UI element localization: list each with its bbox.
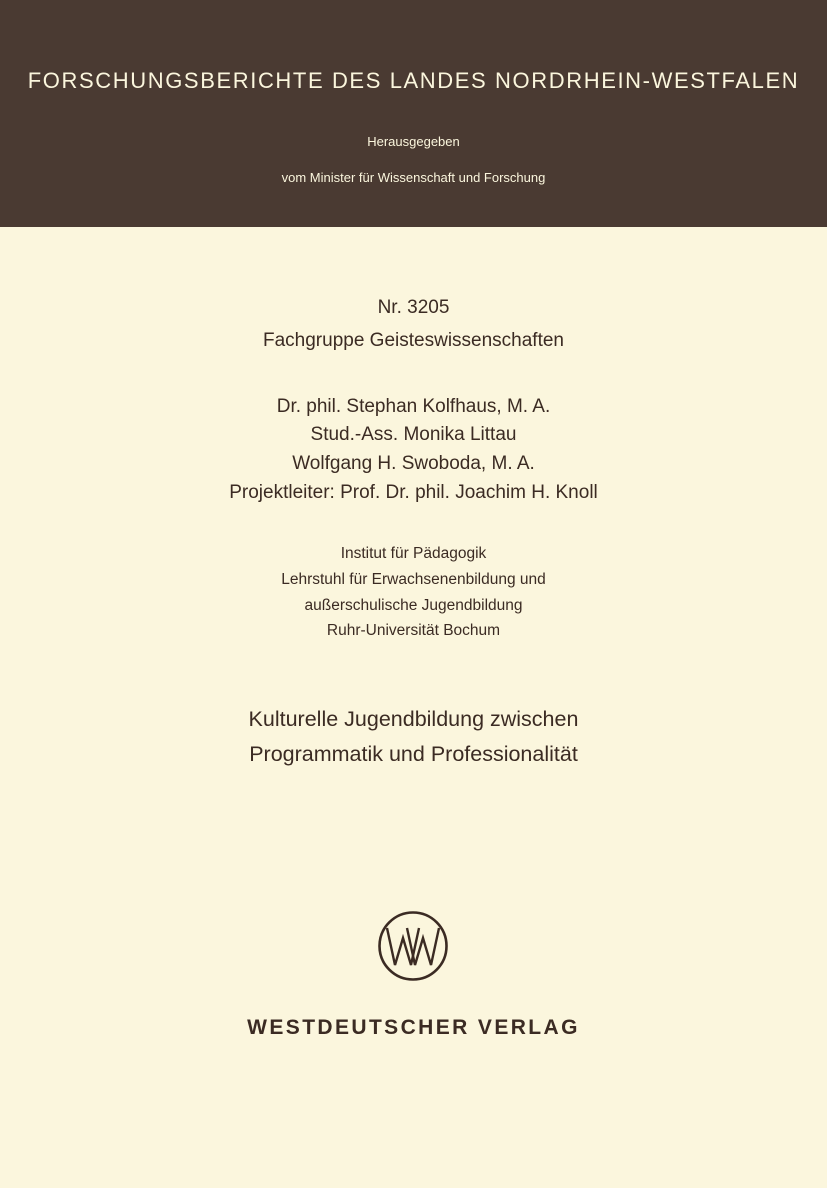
publisher-ministry-line: vom Minister für Wissenschaft und Forschung <box>281 170 546 185</box>
published-by-label: Herausgegeben <box>367 134 460 149</box>
institution-line: Institut für Pädagogik <box>340 545 487 562</box>
author-line: Dr. phil. Stephan Kolfhaus, M. A. <box>276 396 551 417</box>
report-group: Fachgruppe Geisteswissenschaften <box>263 330 564 351</box>
report-number: Nr. 3205 <box>377 297 450 318</box>
publisher-name: WESTDEUTSCHER VERLAG <box>247 1016 580 1039</box>
book-title-line: Kulturelle Jugendbildung zwischen <box>248 707 579 731</box>
institution-line: Lehrstuhl für Erwachsenenbildung und <box>281 571 546 588</box>
institution-line: Ruhr-Universität Bochum <box>326 622 501 639</box>
author-line: Stud.-Ass. Monika Littau <box>310 424 517 445</box>
institution-line: außerschulische Jugendbildung <box>304 597 523 614</box>
project-lead-line: Projektleiter: Prof. Dr. phil. Joachim H. Knoll <box>229 482 598 503</box>
author-line: Wolfgang H. Swoboda, M. A. <box>292 453 535 474</box>
series-header-band <box>0 0 827 227</box>
ww-circle-logo-icon <box>377 910 449 982</box>
book-title-line: Programmatik und Professionalität <box>249 742 578 766</box>
series-title: FORSCHUNGSBERICHTE DES LANDES NORDRHEIN-WESTFALEN <box>27 68 800 93</box>
